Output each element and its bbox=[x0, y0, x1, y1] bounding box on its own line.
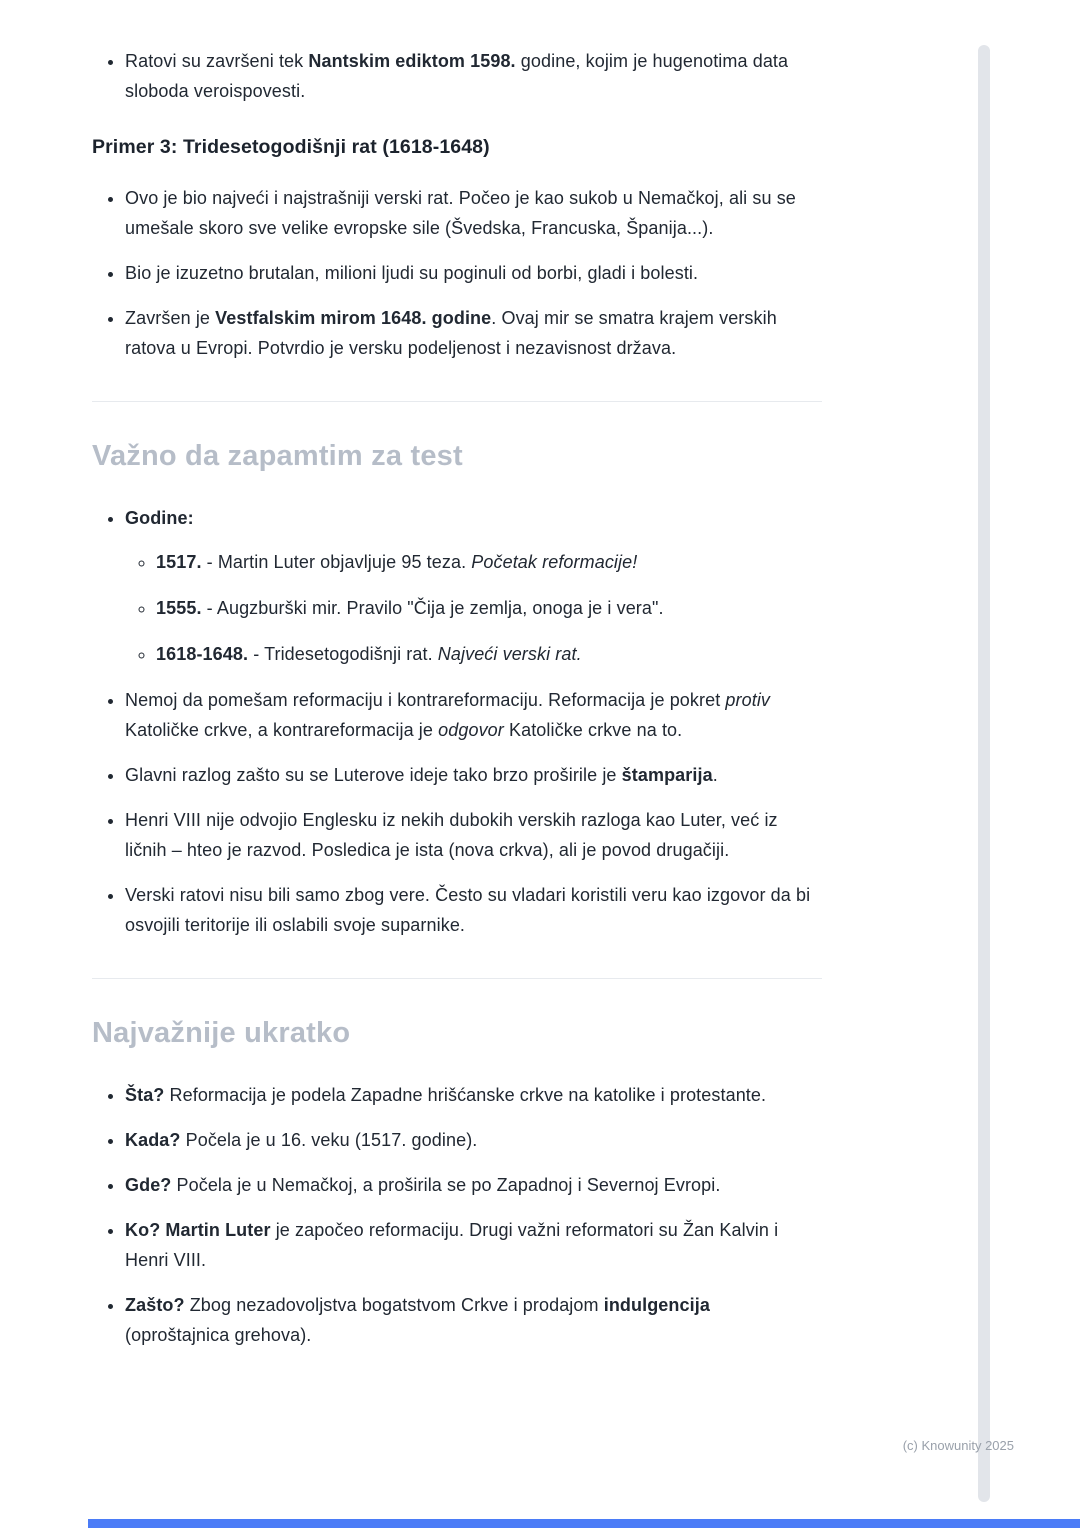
section-divider bbox=[92, 401, 822, 402]
text-segment: Godine: bbox=[125, 508, 194, 528]
list-item bbox=[125, 1125, 815, 1155]
text-segment: Nantskim ediktom 1598. bbox=[308, 51, 516, 71]
text-segment: Vestfalskim mirom 1648. godine bbox=[215, 308, 492, 328]
text-segment: Henri VIII nije odvojio Englesku iz nekih dubokih verskih razloga kao Luter, već iz ličnih – hteo je razvod. Posledica je ista (nova crkva), ali je povod drugačiji. bbox=[125, 810, 778, 860]
text-segment: Ko? Martin Luter bbox=[125, 1220, 271, 1240]
list-item bbox=[125, 685, 815, 745]
text-segment: Ratovi su završeni tek bbox=[125, 51, 309, 71]
list-item bbox=[156, 639, 815, 669]
text-segment: Početak reformacije! bbox=[471, 552, 638, 572]
text-segment: Bio je izuzetno brutalan, milioni ljudi su poginuli od borbi, gladi i bolesti. bbox=[125, 263, 699, 283]
list-item bbox=[156, 547, 815, 577]
bullet-list bbox=[92, 183, 860, 363]
text-segment: Glavni razlog zašto su se Luterove ideje tako brzo proširile je bbox=[125, 765, 622, 785]
scrollbar-thumb[interactable] bbox=[978, 45, 990, 1502]
section-divider bbox=[92, 978, 822, 979]
list-item bbox=[125, 303, 815, 363]
text-segment: je započeo reformaciju. Drugi važni reformatori su Žan Kalvin i Henri VIII. bbox=[125, 1220, 779, 1270]
text-segment: Zbog nezadovoljstva bogatstvom Crkve i prodajom bbox=[184, 1295, 604, 1315]
text-segment: Verski ratovi nisu bili samo zbog vere. Često su vladari koristili veru kao izgovor da bi osvojili teritorije ili oslabili svoje suparnike. bbox=[125, 885, 811, 935]
text-segment: Kada? bbox=[125, 1130, 181, 1150]
list-item bbox=[125, 805, 815, 865]
list-item bbox=[125, 1290, 815, 1350]
list-item bbox=[125, 880, 815, 940]
text-segment: 1555. bbox=[156, 598, 202, 618]
text-segment: 1618-1648. bbox=[156, 644, 249, 664]
bottom-accent-bar bbox=[88, 1519, 1080, 1528]
text-segment: indulgencija bbox=[603, 1295, 710, 1315]
list-item bbox=[125, 503, 815, 669]
list-item bbox=[125, 183, 815, 243]
list-item bbox=[125, 760, 815, 790]
bullet-list bbox=[92, 1080, 860, 1350]
list-item bbox=[125, 258, 815, 288]
text-segment: 1517. bbox=[156, 552, 202, 572]
text-segment: . Ovaj mir se smatra krajem verskih ratova u Evropi. Potvrdio je versku podeljenost i nezavisnost država. bbox=[125, 308, 777, 358]
text-segment: štamparija bbox=[621, 765, 713, 785]
text-segment: Nemoj da pomešam reformaciju i kontrareformaciju. Reformacija je pokret bbox=[125, 690, 726, 710]
text-segment: - Martin Luter objavljuje 95 teza. bbox=[201, 552, 472, 572]
text-segment: Reformacija je podela Zapadne hrišćanske crkve na katolike i protestante. bbox=[164, 1085, 767, 1105]
sub-bullet-list bbox=[125, 547, 815, 669]
section-heading: Najvažnije ukratko bbox=[92, 1017, 351, 1049]
text-segment: godine, kojim je hugenotima data sloboda veroispovesti. bbox=[125, 51, 789, 101]
text-segment: . bbox=[712, 765, 718, 785]
section-heading: Važno da zapamtim za test bbox=[92, 440, 463, 472]
list-item bbox=[125, 1215, 815, 1275]
text-segment: Počela je u 16. veku (1517. godine). bbox=[180, 1130, 478, 1150]
list-item bbox=[125, 1080, 815, 1110]
text-segment: - Tridesetogodišnji rat. bbox=[248, 644, 438, 664]
text-segment: odgovor bbox=[438, 720, 504, 740]
text-segment: Šta? bbox=[125, 1085, 165, 1105]
text-segment: Počela je u Nemačkoj, a proširila se po Zapadnoj i Severnoj Evropi. bbox=[171, 1175, 721, 1195]
text-segment: (oproštajnica grehova). bbox=[125, 1325, 312, 1345]
text-segment: Ovo je bio najveći i najstrašniji verski rat. Počeo je kao sukob u Nemačkoj, ali su se umešale skoro sve velike evropske sile (Švedska, Francuska, Španija...). bbox=[125, 188, 796, 238]
text-segment: Gde? bbox=[125, 1175, 172, 1195]
text-segment: Najveći verski rat. bbox=[437, 644, 582, 664]
text-segment: Katoličke crkve, a kontrareformacija je bbox=[125, 720, 439, 740]
list-item bbox=[125, 46, 815, 106]
list-item bbox=[125, 1170, 815, 1200]
text-segment: Zašto? bbox=[125, 1295, 185, 1315]
bullet-list bbox=[92, 503, 860, 940]
watermark-credit: (c) Knowunity 2025 bbox=[902, 1438, 1014, 1453]
bullet-list bbox=[92, 46, 860, 106]
text-segment: Završen je bbox=[125, 308, 216, 328]
list-item bbox=[156, 593, 815, 623]
text-segment: - Augzburški mir. Pravilo "Čija je zemlja, onoga je i vera". bbox=[201, 598, 664, 618]
text-segment: protiv bbox=[725, 690, 771, 710]
subsection-heading: Primer 3: Tridesetogodišnji rat (1618-1648) bbox=[92, 136, 490, 158]
text-segment: Katoličke crkve na to. bbox=[503, 720, 683, 740]
